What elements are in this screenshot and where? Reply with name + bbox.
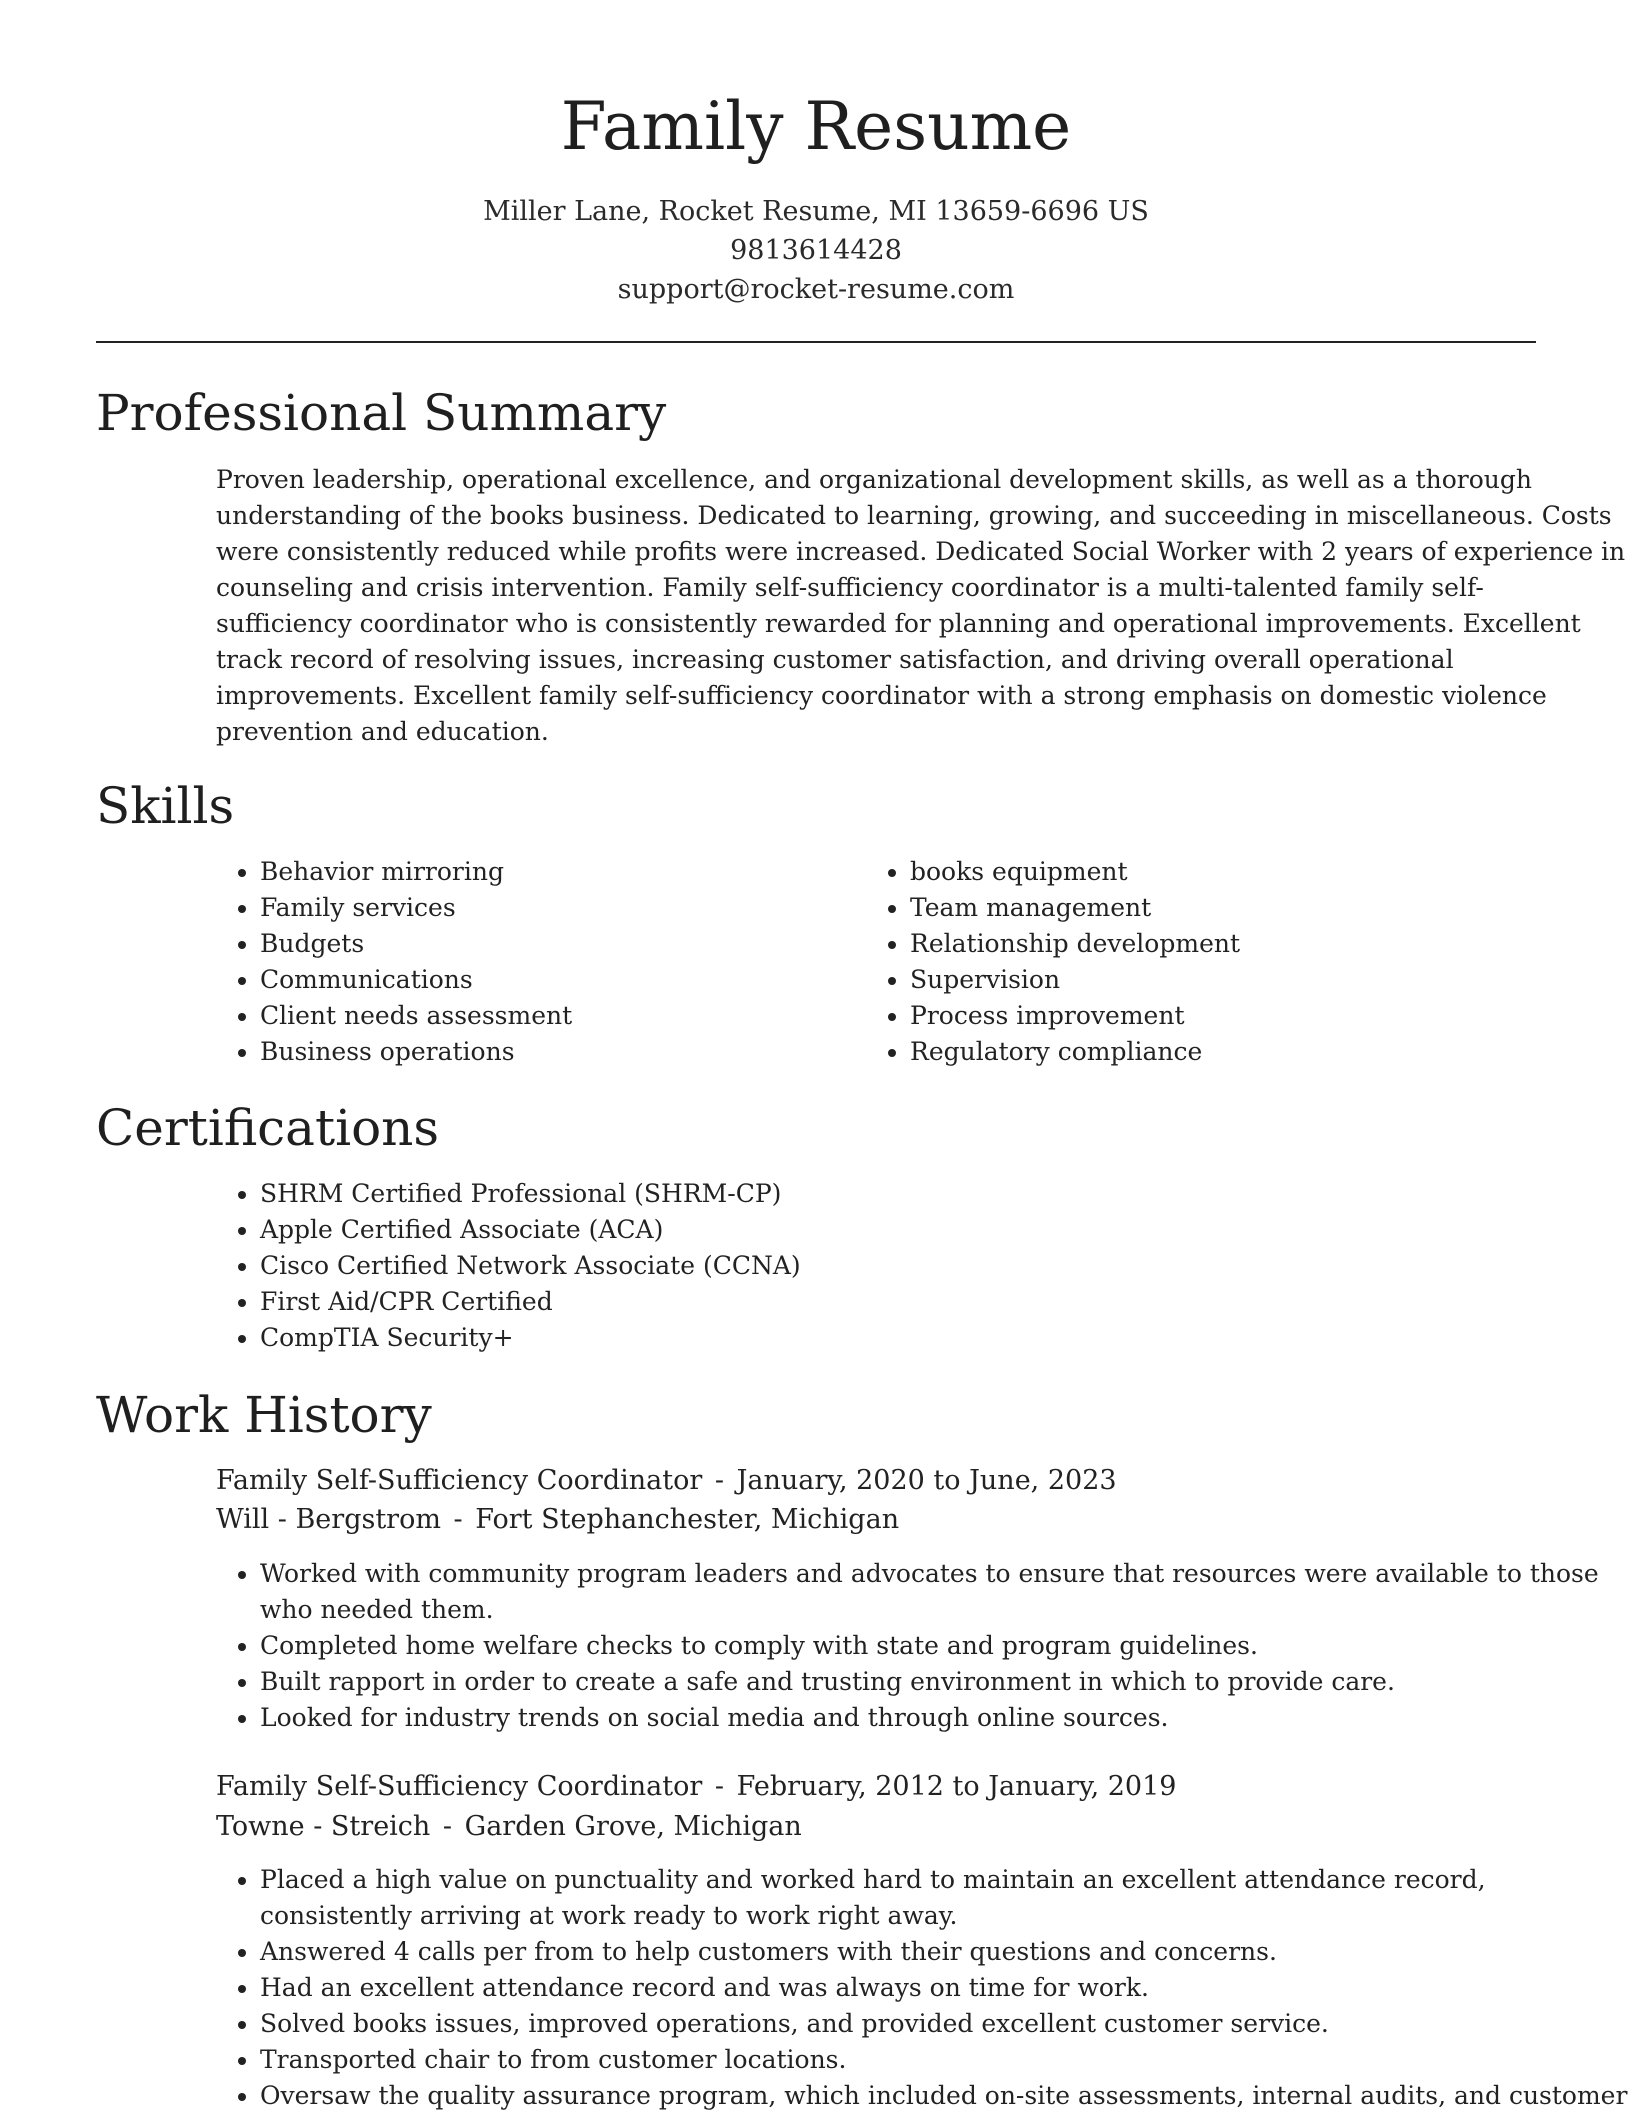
separator: - (453, 1504, 463, 1535)
skill-item: • Relationship development (910, 926, 1240, 962)
summary-line: sufficiency coordinator who is consistently rewarded for planning and operational improvements. Excellent (216, 609, 1581, 638)
contact-block (0, 192, 1632, 309)
job-bullet-text: Placed a high value on punctuality and worked hard to maintain an excellent attendance record, (260, 1865, 1486, 1894)
job-title: Family Self-Sufficiency Coordinator (216, 1771, 703, 1802)
certification-item: • CompTIA Security+ (260, 1320, 801, 1356)
summary-line: were consistently reduced while profits were increased. Dedicated Social Worker with 2 years of experience in (216, 537, 1626, 566)
certification-item: • First Aid/CPR Certified (260, 1284, 801, 1320)
summary-paragraph (216, 462, 1626, 750)
contact-phone: 9813614428 (730, 235, 902, 266)
summary-heading: Professional Summary (96, 384, 667, 442)
job-bullet: • Had an excellent attendance record and was always on time for work. (260, 1970, 1627, 2006)
job-bullet (260, 1556, 1599, 1628)
job-bullet: • Answered 4 calls per from to help customers with their questions and concerns. (260, 1934, 1627, 1970)
contact-address: Miller Lane, Rocket Resume, MI 13659-6696 US (483, 196, 1149, 227)
job-employer: Towne - Streich (216, 1811, 431, 1842)
certifications-heading: Certifications (96, 1099, 440, 1157)
skill-item: • Communications (260, 962, 572, 998)
skill-item: • Regulatory compliance (910, 1034, 1240, 1070)
job-dates: January, 2020 to June, 2023 (736, 1465, 1117, 1496)
summary-line: prevention and education. (216, 717, 549, 746)
skills-list-left (216, 854, 572, 1070)
certification-item: • Cisco Certified Network Associate (CCNA) (260, 1248, 801, 1284)
summary-line: counseling and crisis intervention. Family self-sufficiency coordinator is a multi-talented family self- (216, 573, 1484, 602)
skill-item: • Business operations (260, 1034, 572, 1070)
job-bullet-text: Worked with community program leaders and advocates to ensure that resources were available to those (260, 1559, 1599, 1588)
certifications-list (216, 1176, 801, 1356)
separator: - (714, 1771, 724, 1802)
summary-line: track record of resolving issues, increasing customer satisfaction, and driving overall operational (216, 645, 1454, 674)
job-bullets (216, 1556, 1599, 1736)
job-title-line (216, 1767, 1176, 1807)
job-bullet-text: consistently arriving at work ready to work right away. (260, 1901, 958, 1930)
skill-item: • Supervision (910, 962, 1240, 998)
job-location: Garden Grove, Michigan (464, 1811, 802, 1842)
skill-item: • Process improvement (910, 998, 1240, 1034)
job-dates: February, 2012 to January, 2019 (736, 1771, 1177, 1802)
skill-item: • Budgets (260, 926, 572, 962)
skill-item: • Behavior mirroring (260, 854, 572, 890)
job-employer-line (216, 1807, 802, 1847)
job-location: Fort Stephanchester, Michigan (475, 1504, 900, 1535)
resume-name: Family Resume (560, 88, 1072, 165)
job-bullet: • Completed home welfare checks to comply with state and program guidelines. (260, 1628, 1599, 1664)
job-bullet-text: who needed them. (260, 1595, 494, 1624)
separator: - (714, 1465, 724, 1496)
contact-email: support@rocket-resume.com (617, 274, 1015, 305)
job-bullet: • Transported chair to from customer locations. (260, 2042, 1627, 2078)
job-bullet (260, 1862, 1627, 1934)
separator: - (442, 1811, 453, 1842)
skills-list-right (866, 854, 1240, 1070)
job-title: Family Self-Sufficiency Coordinator (216, 1465, 703, 1496)
job-bullet: • Solved books issues, improved operations, and provided excellent customer service. (260, 2006, 1627, 2042)
skills-heading: Skills (96, 777, 235, 835)
skill-item: • Family services (260, 890, 572, 926)
certification-item: • Apple Certified Associate (ACA) (260, 1212, 801, 1248)
work-history-heading: Work History (96, 1386, 432, 1444)
job-title-line (216, 1461, 1117, 1501)
job-bullet: • Oversaw the quality assurance program, which included on-site assessments, internal audits, and customer (260, 2078, 1627, 2114)
job-bullets (216, 1862, 1627, 2114)
job-bullet: • Built rapport in order to create a safe and trusting environment in which to provide care. (260, 1664, 1599, 1700)
skill-item: • books equipment (910, 854, 1240, 890)
job-employer: Will - Bergstrom (216, 1504, 441, 1535)
skill-item: • Client needs assessment (260, 998, 572, 1034)
skill-item: • Team management (910, 890, 1240, 926)
certification-item: • SHRM Certified Professional (SHRM-CP) (260, 1176, 801, 1212)
job-bullet: • Looked for industry trends on social media and through online sources. (260, 1700, 1599, 1736)
header-divider (96, 341, 1536, 343)
summary-line: understanding of the books business. Dedicated to learning, growing, and succeeding in miscellaneous. Costs (216, 501, 1612, 530)
summary-line: improvements. Excellent family self-sufficiency coordinator with a strong emphasis on domestic violence (216, 681, 1547, 710)
summary-line: Proven leadership, operational excellence, and organizational development skills, as well as a thorough (216, 465, 1532, 494)
job-employer-line (216, 1500, 899, 1540)
